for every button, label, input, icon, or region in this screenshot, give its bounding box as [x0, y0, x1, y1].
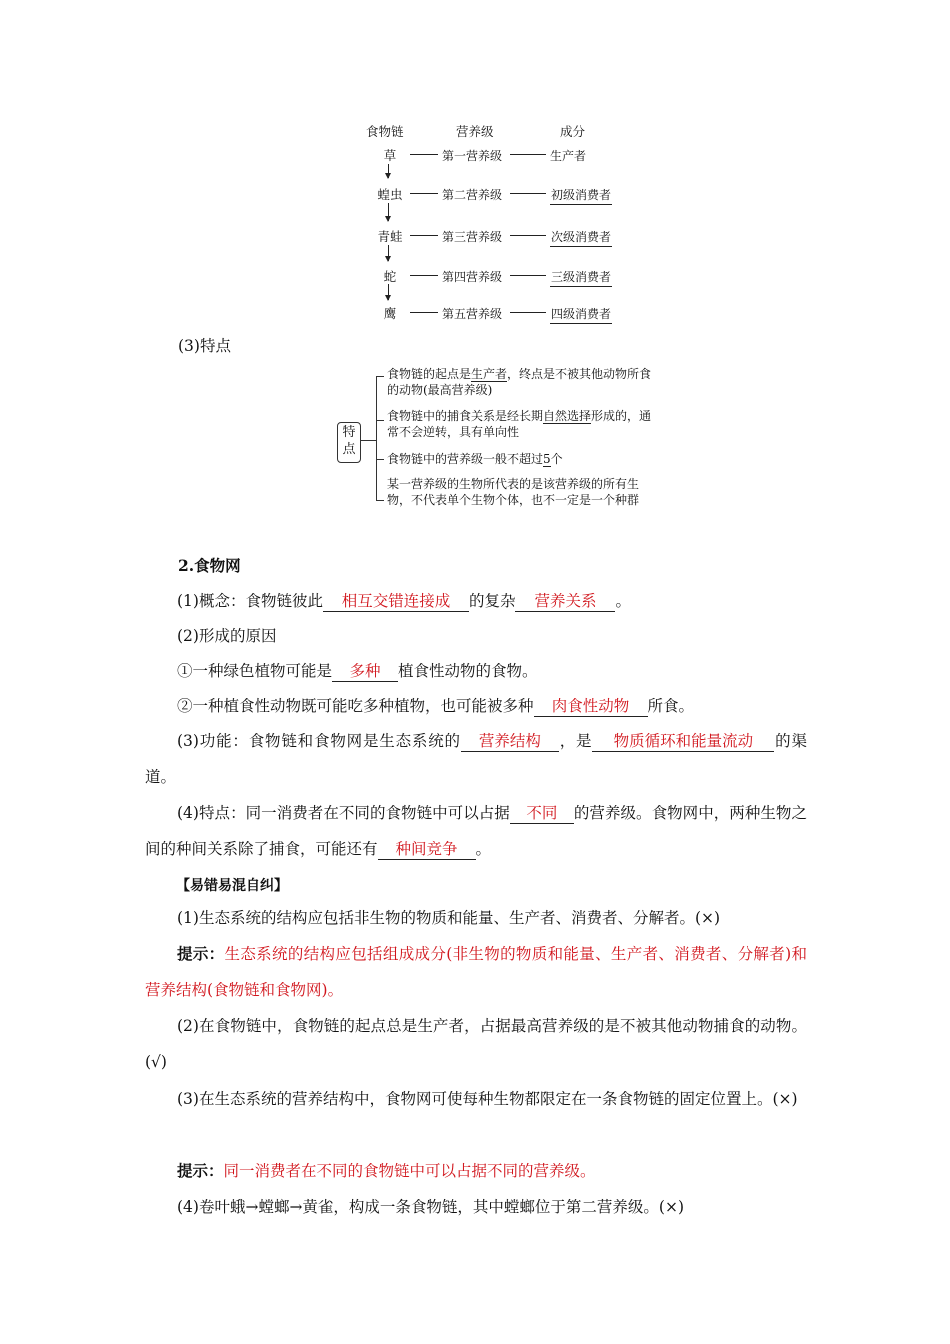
- bracket-line: [376, 376, 377, 500]
- bracket-tick: [376, 376, 384, 377]
- errors-title: 【易错易混自纠】: [176, 878, 288, 894]
- answer-blank: 相互交错连接成: [323, 591, 469, 612]
- connector: [510, 312, 546, 313]
- connector: [410, 193, 438, 194]
- arrow-down-icon: [388, 245, 389, 261]
- component-primary-consumer: 初级消费者: [550, 186, 612, 205]
- organism-frog: 青蛙: [377, 229, 403, 244]
- connector: [510, 275, 546, 276]
- header-component: 成分: [560, 124, 586, 139]
- feature-text: 某一营养级的生物所代表的是该营养级的所有生物，不代表单个生物个体，也不一定是一个种群: [387, 477, 640, 507]
- features-diagram: [335, 360, 665, 535]
- feature-text: 个: [550, 452, 563, 466]
- connector: [410, 235, 438, 236]
- question-4: (4)卷叶蛾→螳螂→黄雀，构成一条食物链，其中螳螂位于第二营养级。(×): [177, 1198, 685, 1216]
- bracket-tick: [376, 459, 384, 460]
- feature-text: ，终点是不被其他动物所食的动物(最高营养级): [387, 367, 652, 397]
- feature-item-4: [387, 476, 657, 508]
- component-tertiary-consumer: 三级消费者: [550, 268, 612, 287]
- answer-blank: 不同: [510, 803, 574, 824]
- question-2: (2)在食物链中，食物链的起点总是生产者，占据最高营养级的是不被其他动物捕食的动物。(√): [145, 1017, 807, 1071]
- header-food-chain: 食物链: [366, 124, 404, 139]
- text: 的渠道。: [145, 732, 807, 786]
- hint-text: 同一消费者在不同的食物链中可以占据不同的营养级。: [223, 1162, 596, 1180]
- organism-grass: 草: [383, 148, 397, 163]
- section-title: 2.食物网: [178, 556, 241, 575]
- level-3: 第三营养级: [442, 230, 503, 244]
- text: (1)概念：食物链彼此: [177, 592, 323, 610]
- connector: [410, 275, 438, 276]
- text: 的复杂: [468, 592, 516, 610]
- features-tag: [337, 422, 361, 463]
- reason-1: [145, 653, 807, 689]
- answer-blank: 种间竞争: [378, 839, 476, 860]
- answer-blank: 多种: [332, 661, 398, 682]
- connector: [410, 312, 438, 313]
- hint-3: [145, 1153, 807, 1189]
- feature-text: 食物链中的捕食关系是经长期: [387, 409, 544, 423]
- feature-item-1: [387, 366, 657, 398]
- food-chain-diagram: [360, 118, 640, 328]
- organism-eagle: 鹰: [383, 306, 397, 321]
- text: 植食性动物的食物。: [398, 662, 538, 680]
- feature-text: 食物链的起点是: [387, 367, 472, 381]
- reason-title: (2)形成的原因: [177, 627, 277, 645]
- hint-label: 提示：: [177, 1161, 224, 1180]
- level-4: 第四营养级: [442, 270, 503, 284]
- text: ①一种绿色植物可能是: [177, 662, 333, 680]
- question-3: (3)在生态系统的营养结构中，食物网可使每种生物都限定在一条食物链的固定位置上。(×): [177, 1090, 798, 1108]
- text: ②一种植食性动物既可能吃多种植物，也可能被多种: [177, 697, 534, 715]
- text: (3)功能：食物链和食物网是生态系统的: [177, 732, 461, 750]
- feature-text: 食物链中的营养级一般不超过: [387, 452, 544, 466]
- function-paragraph: [145, 723, 807, 795]
- level-2: 第二营养级: [442, 188, 503, 202]
- component-secondary-consumer: 次级消费者: [550, 228, 612, 247]
- feature-paragraph: [145, 795, 807, 867]
- bracket-tick: [376, 500, 384, 501]
- text: 的营养级。食物网中，两种生物之间的种间关系除了捕食，可能还有: [145, 804, 807, 858]
- concept-paragraph: [145, 583, 807, 619]
- arrow-down-icon: [388, 164, 389, 178]
- feature-keyword: 自然选择: [543, 409, 592, 423]
- feature-keyword: 5: [543, 452, 551, 466]
- organism-snake: 蛇: [383, 269, 397, 284]
- text: 。: [475, 840, 492, 858]
- header-trophic-level: 营养级: [456, 124, 494, 139]
- connector: [510, 154, 546, 155]
- component-quaternary-consumer: 四级消费者: [550, 305, 612, 324]
- feature-item-3: [387, 451, 657, 467]
- hint-1: [145, 936, 807, 1008]
- feature-text: 形成的，通常不会逆转，具有单向性: [387, 409, 652, 439]
- hint-label: 提示：: [177, 944, 225, 963]
- answer-blank: 营养结构: [461, 731, 559, 752]
- answer-blank: 肉食性动物: [534, 696, 648, 717]
- hint-text: 生态系统的结构应包括组成成分(非生物的物质和能量、生产者、消费者、分解者)和营养结构(食物链和食物网)。: [145, 945, 807, 999]
- text: ，是: [558, 732, 593, 750]
- organism-locust: 蝗虫: [377, 187, 403, 202]
- features-heading: (3)特点: [178, 337, 231, 355]
- connector: [510, 235, 546, 236]
- component-producer: 生产者: [550, 149, 587, 163]
- tag-char: 特: [342, 425, 356, 440]
- level-1: 第一营养级: [442, 149, 503, 163]
- feature-item-2: [387, 408, 657, 440]
- arrow-down-icon: [388, 284, 389, 300]
- connector: [510, 193, 546, 194]
- answer-blank: 物质循环和能量流动: [592, 731, 774, 752]
- text: (4)特点：同一消费者在不同的食物链中可以占据: [177, 804, 510, 822]
- text: 。: [615, 592, 631, 610]
- text: 所食。: [647, 697, 695, 715]
- connector: [410, 154, 438, 155]
- bracket-tick: [376, 420, 384, 421]
- tag-char: 点: [342, 442, 356, 457]
- arrow-down-icon: [388, 203, 389, 221]
- reason-2: [145, 688, 807, 724]
- answer-blank: 营养关系: [515, 591, 615, 612]
- question-1: (1)生态系统的结构应包括非生物的物质和能量、生产者、消费者、分解者。(×): [177, 909, 721, 927]
- bracket-joint: [360, 440, 376, 441]
- feature-keyword: 生产者: [471, 367, 508, 381]
- level-5: 第五营养级: [442, 307, 503, 321]
